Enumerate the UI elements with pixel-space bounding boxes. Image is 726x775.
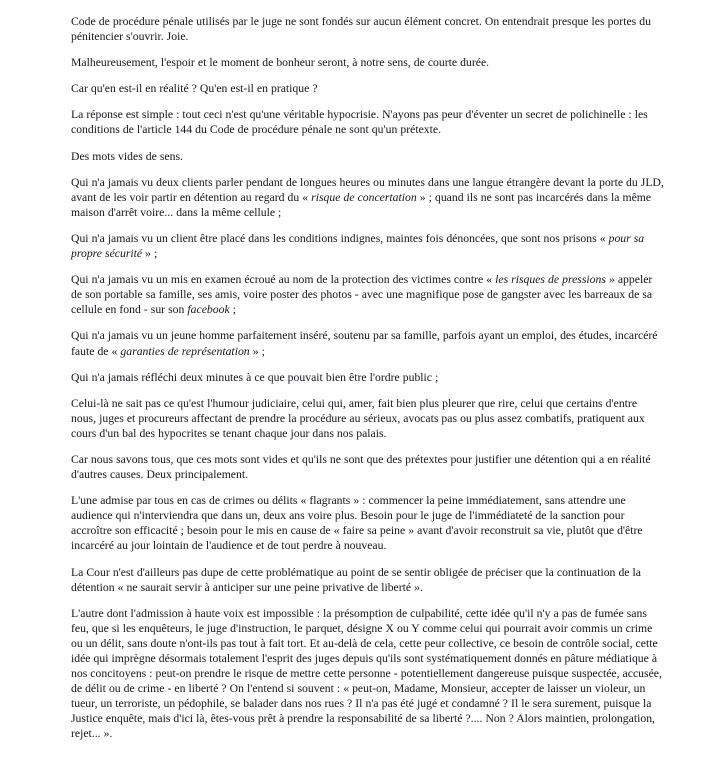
paragraph-la-reponse-est-simple: La réponse est simple : tout ceci n'est qu'une véritable hypocrisie. N'ayons pas peur d'éventer un secret de polichinelle : les conditions de l'article 144 du Code de procédure pénale ne sont qu'un prétexte. [71, 108, 648, 137]
paragraph-qui-na-jamais-vu-un-mis-en-examen [71, 272, 665, 317]
paragraph-car-nous-savons-tous: Car nous savons tous, que ces mots sont vides et qu'ils ne sont que des prétextes pour justifier une détention qui a en réalité d'autres causes. Deux principalement. [71, 452, 651, 482]
paragraph-segment-text: ; [229, 303, 236, 317]
paragraph-car-quen-est-il: Car qu'en est-il en réalité ? Qu'en est-il en pratique ? [71, 82, 318, 96]
paragraph-segment-text: Qui n'a jamais vu deux clients parler pendant de longues heures ou minutes dans une langue étrangère devant la porte du JLD, avant de les voir partir en détention au regard du « [71, 175, 664, 204]
document-text-body [71, 14, 665, 742]
paragraph-lautre-dont-ladmission: L'autre dont l'admission à haute voix est impossible : la présomption de culpabilité, cette idée qu'il n'y a pas de fumée sans feu, que si les enquêteurs, le juge d'instruction, le parquet, désigne X ou Y comme celui qui pourrait avoir commis un crime ou un délit, sans doute n'ont-ils pas tout à fait tort. Et au-delà de cela, cette peur collective, ce besoin de contrôle social, cette idée qui imprègne désormais totalement l'esprit des juges depuis qu'ils sont systématiquement donnés en pâture médiatique à nos concitoyens : peut-on prendre le risque de mettre cette personne - potentiellement dangereuse puisque suspectée, accusée, de délit ou de crime - en liberté ? On l'entend si souvent : « peut-on, Madame, Monsieur, accepter de laisser un violeur, un tueur, un terroriste, un pédophile, se balader dans nos rues ? Il n'a pas été jugé et condamné ? Il le sera surement, puisque la Justice enquête, mais d'ici là, êtes-vous prêt à prendre la responsabilité de sa liberté ?.... Non ? Alors maintien, prolongation, rejet... ». [71, 606, 662, 741]
paragraph-segment-italic-facebook: facebook [187, 303, 230, 317]
paragraph-segment-italic: les risques de pressions [495, 273, 606, 287]
paragraph-qui-na-jamais-vu-un-jeune-homme [71, 328, 665, 358]
paragraph-code-procedure-penale: Code de procédure pénale utilisés par le juge ne sont fondés sur aucun élément concret. On entendrait presque les portes du pénitencier s'ouvrir. Joie. [71, 15, 651, 44]
paragraph-segment-italic: pour sa propre sécurité [71, 231, 645, 261]
paragraph-segment-italic: garanties de représentation [120, 344, 250, 358]
paragraph-segment-text: » appeler de son portable sa famille, ses amis, voire poster des photos - avec une magnifique pose de gangster avec les barreaux de sa cellule en fond - sur son [71, 273, 653, 317]
paragraph-lune-admise-par-tous: L'une admise par tous en cas de crimes ou délits « flagrants » : commencer la peine immédiatement, sans attendre une audience qui n'interviendra que dans un, deux ans voire plus. Besoin pour le juge de l'immédiateté de la sanction pour accroître son efficacité ; besoin pour le mis en cause de « faire sa peine » avant d'avoir reconstruit sa vie, plutôt que d'être incarcéré au jour lointain de l'audience et de tout perdre à nouveau. [71, 494, 643, 553]
paragraph-qui-na-jamais-reflechi: Qui n'a jamais réfléchi deux minutes à ce que pouvait bien être l'ordre public ; [71, 370, 439, 384]
paragraph-segment-text: » ; [249, 344, 265, 358]
paragraph-qui-na-jamais-vu-deux-clients [71, 175, 665, 220]
paragraph-des-mots-vides-de-sens: Des mots vides de sens. [71, 149, 183, 163]
paragraph-celui-la-ne-sait-pas: Celui-là ne sait pas ce qu'est l'humour judiciaire, celui qui, amer, fait bien plus pleurer que rire, celui que certains d'entre nous, juges et procureurs affectant de prendre la procédure au sérieux, avocats pas ou plus assez combatifs, pratiquent aux cours d'un bal des hypocrites se tenant chaque jour dans nos palais. [71, 396, 645, 440]
paragraph-qui-na-jamais-vu-un-client [71, 231, 665, 261]
paragraph-la-cour-nest-dailleurs-pas-dupe: La Cour n'est d'ailleurs pas dupe de cette problématique au point de se sentir obligée de préciser que la continuation de la détention « ne saurait servir à anticiper sur une peine privative de liberté ». [71, 565, 641, 594]
paragraph-segment-text: Qui n'a jamais vu un client être placé dans les conditions indignes, maintes fois dénoncées, que sont nos prisons « [71, 231, 609, 245]
paragraph-segment-text: Qui n'a jamais vu un mis en examen écroué au nom de la protection des victimes contre « [71, 273, 496, 287]
paragraph-segment-text: Qui n'a jamais vu un jeune homme parfaitement inséré, soutenu par sa famille, parfois ayant un emploi, des études, incarcéré faute de « [71, 329, 658, 358]
paragraph-segment-text: » ; [142, 247, 158, 261]
paragraph-malheureusement: Malheureusement, l'espoir et le moment de bonheur seront, à notre sens, de courte durée. [71, 56, 490, 70]
paragraph-segment-italic: risque de concertation [311, 190, 417, 204]
paragraph-segment-text: » ; quand ils ne sont pas incarcérés dans la même maison d'arrêt voire... dans la même cellule ; [71, 190, 652, 219]
